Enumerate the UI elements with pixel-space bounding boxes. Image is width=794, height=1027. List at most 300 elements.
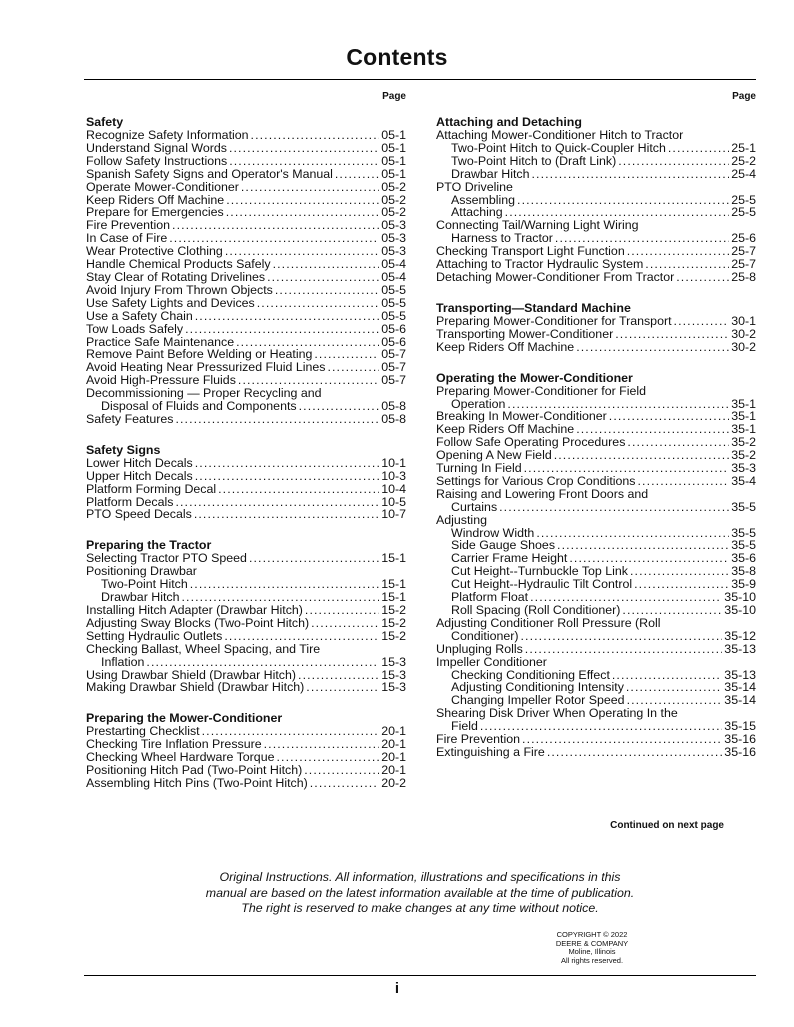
dot-leader [195,310,379,323]
dot-leader [517,194,729,207]
toc-entry[interactable]: Adjusting Conditioner Roll Pressure (Roll [436,615,661,630]
entry-page: 25-5 [731,192,756,207]
section-transporting [436,302,756,354]
toc-left-column [86,91,406,808]
section-title: Safety Signs [86,442,161,457]
dot-leader [638,475,730,488]
entry-title: Wear Protective Clothing [86,244,223,259]
toc-entry[interactable] [86,483,406,496]
entry-title: Lower Hitch Decals [86,455,193,470]
entry-title: Understand Signal Words [86,140,227,155]
dot-leader [305,604,379,617]
entry-title: Roll Spacing (Roll Conditioner) [451,603,621,617]
entries [436,142,756,181]
entry-title: Preparing Mower-Conditioner for Transport [436,313,672,328]
entry-page: 05-5 [381,282,406,297]
toc-entry[interactable]: Adjusting [436,512,487,527]
entries [86,604,406,643]
entry-title: Positioning Hitch Pad (Two-Point Hitch) [86,763,303,778]
dot-leader [524,462,730,475]
copyright-line: Moline, Illinois [568,947,616,957]
entry-page: 05-7 [381,347,406,362]
entry-page: 35-8 [731,564,756,579]
notice-line: The right is reserved to make changes at any time without notice. [241,901,599,915]
toc-entry[interactable] [436,604,756,617]
entry-page: 05-1 [381,140,406,155]
toc-entry[interactable] [436,142,756,155]
entry-page: 35-1 [731,396,756,411]
toc-entry[interactable] [436,630,756,643]
entry-title: Adjusting Sway Blocks (Two-Point Hitch) [86,615,310,630]
entry-title: Harness to Tractor [451,231,553,246]
section-title: Operating the Mower-Conditioner [436,370,633,385]
entry-page: 35-15 [724,719,756,734]
toc-entry[interactable] [436,155,756,168]
entries [436,410,756,487]
entry-title: Using Drawbar Shield (Drawbar Hitch) [86,667,297,682]
entry-title: Cut Height--Hydraulic Tilt Control [451,577,633,592]
toc-entry[interactable] [86,470,406,483]
dot-leader [674,315,730,328]
section-title: Transporting—Standard Machine [436,300,631,315]
entry-page: 35-10 [724,590,756,605]
entry-page: 05-4 [381,269,406,284]
entry-page: 25-7 [731,257,756,272]
entry-title: Avoid High-Pressure Fluids [86,373,236,388]
toc-entry[interactable] [436,328,756,341]
entry-title: Checking Conditioning Effect [451,667,610,682]
entry-title: Detaching Mower-Conditioner From Tractor [436,269,675,284]
entries [436,733,756,759]
entry-page: 15-1 [381,577,406,592]
entry-page: 15-3 [381,667,406,682]
entry-title: Checking Wheel Hardware Torque [86,750,275,765]
dot-leader [634,578,729,591]
entry-title: Turning In Field [436,461,522,476]
entry-title: Settings for Various Crop Conditions [436,473,636,488]
copyright-line: COPYRIGHT © 2022 [556,930,628,939]
page-number: i [394,980,400,997]
toc-entry[interactable] [86,413,406,426]
entry-title: Platform Forming Decal [86,481,217,496]
entries [436,527,756,617]
dot-leader [304,764,379,777]
dot-leader [609,410,729,423]
copyright-line: DEERE & COMPANY [555,938,629,948]
dot-leader [627,436,729,449]
entry-page: 15-2 [381,628,406,643]
toc-entry[interactable] [86,168,406,181]
entry-page: 30-2 [731,326,756,341]
dot-leader [522,733,722,746]
entry-page: 05-5 [381,308,406,323]
toc-entry[interactable]: Connecting Tail/Warning Light Wiring [436,218,639,233]
section-safety [86,116,406,426]
entry-title: Side Gauge Shoes [451,538,556,553]
entry-title: Attaching to Tractor Hydraulic System [436,257,644,272]
dot-leader [532,168,730,181]
dot-leader [249,552,379,565]
dot-leader [251,129,380,142]
entries [86,457,406,522]
entry-page: 05-4 [381,257,406,272]
entry-page: 05-8 [381,411,406,426]
toc-entry[interactable] [436,168,756,181]
entry-title: Drawbar Hitch [101,590,180,605]
copyright-line: All rights reserved. [560,955,624,965]
dot-leader [257,297,379,310]
entry-page: 25-5 [731,205,756,220]
entry-page: 25-2 [731,153,756,168]
toc-entry[interactable] [86,323,406,336]
entry-title: Operation [451,396,506,411]
entry-title: Use Safety Lights and Devices [86,295,255,310]
entry-page: 15-2 [381,615,406,630]
dot-leader [273,258,380,271]
entry-page: 20-1 [381,750,406,765]
dot-leader [615,328,729,341]
entry-page: 25-4 [731,166,756,181]
entry-title: Two-Point Hitch [101,577,188,592]
entry-title: Conditioner) [451,628,519,643]
entry-title: Windrow Width [451,525,535,540]
entry-title: Breaking In Mower-Conditioner [436,409,607,424]
top-rule [84,79,756,80]
entry-page: 15-3 [381,654,406,669]
entry-title: Installing Hitch Adapter (Drawbar Hitch) [86,603,303,617]
entry-page: 20-1 [381,737,406,752]
toc-entry[interactable] [86,457,406,470]
original-instructions-notice [180,870,660,917]
entry-title: Follow Safe Operating Procedures [436,435,626,450]
dot-leader [554,449,729,462]
entry-title: Prepare for Emergencies [86,205,224,220]
entry-page: 35-9 [731,577,756,592]
entry-title: Curtains [451,499,498,514]
toc-entry[interactable] [86,297,406,310]
entry-title: Unpluging Rolls [436,641,523,656]
entry-page: 35-5 [731,525,756,540]
entry-title: Checking Tire Inflation Pressure [86,737,262,752]
entry-page: 05-7 [381,373,406,388]
entry-title: Inflation [101,654,145,669]
toc-entry[interactable]: Impeller Conditioner [436,654,547,669]
entry-page: 35-16 [724,732,756,747]
toc-entry[interactable] [436,746,756,759]
entry-title: Attaching [451,205,503,220]
entry-title: Adjusting Conditioning Intensity [451,680,624,695]
dot-leader [229,155,379,168]
toc-entry[interactable]: PTO Driveline [436,179,513,194]
entry-page: 10-3 [381,468,406,483]
dot-leader [676,271,729,284]
section-title: Preparing the Tractor [86,538,212,553]
entry-title: Practice Safe Maintenance [86,334,235,349]
entry-page: 05-3 [381,244,406,259]
toc-entry[interactable] [86,310,406,323]
section-preparing-mower [86,712,406,790]
dot-leader [521,630,723,643]
toc-entry[interactable]: Positioning Drawbar [86,564,197,579]
entry-title: Making Drawbar Shield (Drawbar Hitch) [86,680,305,695]
entry-title: Two-Point Hitch to (Draft Link) [451,153,617,168]
entry-title: Prestarting Checklist [86,724,200,739]
toc-entry[interactable] [436,475,756,488]
entry-title: Keep Riders Off Machine [86,192,225,207]
entry-title: Field [451,719,478,734]
entry-page: 35-13 [724,667,756,682]
entry-page: 15-3 [381,680,406,695]
dot-leader [298,669,379,682]
entry-title: Avoid Injury From Thrown Objects [86,282,273,297]
entry-page: 35-10 [724,603,756,617]
dot-leader [668,142,729,155]
entry-page: 05-6 [381,321,406,336]
entry-page: 35-5 [731,538,756,553]
entry-page: 15-1 [381,590,406,605]
dot-leader [576,341,729,354]
toc-right-column [436,91,756,777]
entry-page: 20-2 [381,775,406,790]
entry-title: Tow Loads Safely [86,321,184,336]
notice-line: Original Instructions. All information, illustrations and specifications in this [219,870,621,884]
entry-page: 30-1 [731,313,756,328]
entry-title: Platform Float [451,590,529,605]
entry-title: In Case of Fire [86,231,168,246]
dot-leader [218,483,379,496]
entry-page: 35-5 [731,499,756,514]
entry-title: Use a Safety Chain [86,308,193,323]
toc-entry[interactable]: Attaching Mower-Conditioner Hitch to Tractor [436,128,684,142]
dot-leader [267,271,379,284]
dot-leader [185,323,379,336]
copyright-block [530,931,654,965]
entry-page: 20-1 [381,763,406,778]
entry-page: 25-6 [731,231,756,246]
entry-title: Opening A New Field [436,448,552,463]
entry-title: Extinguishing a Fire [436,744,545,759]
entry-page: 30-2 [731,339,756,354]
entry-title: Safety Features [86,411,174,426]
toc-entry[interactable] [86,155,406,168]
toc-entry[interactable] [86,681,406,694]
entry-page: 35-13 [724,641,756,656]
entry-page: 20-1 [381,724,406,739]
continued-note: Continued on next page [610,820,724,831]
toc-entry[interactable] [436,501,756,514]
entry-page: 05-2 [381,205,406,220]
entries [86,669,406,695]
dot-leader [622,604,722,617]
entry-page: 05-2 [381,179,406,194]
dot-leader [172,219,379,232]
entry-title: Disposal of Fluids and Components [101,399,297,414]
entry-title: Keep Riders Off Machine [436,339,575,354]
dot-leader [229,142,379,155]
toc-entry[interactable]: Preparing Mower-Conditioner for Field [436,383,647,398]
section-safety-signs [86,444,406,522]
toc-entry[interactable]: Raising and Lowering Front Doors and [436,486,649,501]
dot-leader [335,168,379,181]
entry-page: 35-16 [724,744,756,759]
entry-page: 35-3 [731,461,756,476]
entry-page: 35-1 [731,409,756,424]
entry-page: 05-1 [381,166,406,181]
dot-leader [175,413,379,426]
entry-page: 10-5 [381,494,406,509]
entry-page: 35-2 [731,448,756,463]
entry-title: Fire Prevention [436,732,521,747]
entry-page: 35-14 [724,680,756,695]
entry-page: 10-4 [381,481,406,496]
entry-title: Spanish Safety Signs and Operator's Manual [86,166,333,181]
entry-title: Assembling Hitch Pins (Two-Point Hitch) [86,775,308,790]
toc-entry[interactable] [86,271,406,284]
toc-entry[interactable] [86,284,406,297]
entry-page: 10-1 [381,455,406,470]
toc-entry[interactable] [86,142,406,155]
entry-page: 35-14 [724,693,756,708]
dot-leader [264,738,380,751]
entry-title: Carrier Frame Height [451,551,568,566]
dot-leader [299,400,380,413]
entry-title: PTO Speed Decals [86,507,192,522]
entry-page: 05-1 [381,128,406,142]
entry-title: Avoid Heating Near Pressurized Fluid Lines [86,360,326,375]
dot-leader [224,630,379,643]
dot-leader [327,361,379,374]
dot-leader [226,194,379,207]
entry-title: Changing Impeller Rotor Speed [451,693,625,708]
entry-page: 35-12 [724,628,756,643]
entry-title: Operate Mower-Conditioner [86,179,239,194]
dot-leader [190,578,379,591]
entries [86,725,406,790]
entry-title: Handle Chemical Products Safely [86,257,271,272]
dot-leader [146,656,379,669]
toc-entry[interactable] [86,400,406,413]
page-column-header: Page [382,91,406,102]
entry-page: 05-3 [381,231,406,246]
toc-entry[interactable] [86,656,406,669]
entry-title: Platform Decals [86,494,174,509]
entry-title: Drawbar Hitch [451,166,530,181]
toc-entry[interactable] [86,630,406,643]
dot-leader [525,643,723,656]
entry-title: Upper Hitch Decals [86,468,193,483]
dot-leader [618,155,729,168]
dot-leader [311,617,379,630]
entry-page: 05-6 [381,334,406,349]
toc-entry[interactable] [86,604,406,617]
entries [436,315,756,354]
entry-title: Fire Prevention [86,218,171,233]
entry-title: Transporting Mower-Conditioner [436,326,614,341]
toc-entry[interactable] [436,462,756,475]
entry-page: 05-7 [381,360,406,375]
entry-title: Recognize Safety Information [86,128,249,142]
entry-page: 15-1 [381,551,406,566]
dot-leader [547,746,722,759]
entry-page: 25-8 [731,269,756,284]
section-title: Safety [86,115,124,129]
dot-leader [557,539,729,552]
toc-entry[interactable]: Shearing Disk Driver When Operating In the [436,706,678,721]
dot-leader [195,457,379,470]
toc-entry[interactable] [86,508,406,521]
entries [436,669,756,708]
entry-page: 10-7 [381,507,406,522]
toc-entry[interactable] [86,617,406,630]
section-attaching [436,116,756,284]
section-title: Attaching and Detaching [436,115,582,129]
dot-leader [630,565,729,578]
entry-page: 15-2 [381,603,406,617]
section-title: Preparing the Mower-Conditioner [86,711,283,726]
toc-entry[interactable] [86,129,406,142]
dot-leader [195,470,379,483]
entry-title: Cut Height--Turnbuckle Top Link [451,564,628,579]
toc-entry[interactable] [436,341,756,354]
section-preparing-tractor [86,539,406,694]
entry-page: 05-1 [381,153,406,168]
entry-title: Two-Point Hitch to Quick-Coupler Hitch [451,140,666,155]
entry-page: 05-2 [381,192,406,207]
entries [436,194,756,220]
bottom-rule [84,975,756,976]
dot-leader [175,496,379,509]
entries [86,129,406,387]
entry-title: Setting Hydraulic Outlets [86,628,223,643]
dot-leader [306,681,379,694]
toc-entry[interactable]: Decommissioning — Proper Recycling and [86,386,322,401]
entry-page: 25-7 [731,244,756,259]
notice-line: manual are based on the latest information available at the time of publication. [205,885,635,900]
toc-entry[interactable]: Checking Ballast, Wheel Spacing, and Tire [86,641,321,656]
entry-page: 35-1 [731,422,756,437]
entry-title: Follow Safety Instructions [86,153,228,168]
dot-leader [536,527,729,540]
entry-page: 35-4 [731,473,756,488]
toc-entry[interactable] [436,271,756,284]
page-column-header: Page [732,91,756,102]
entry-title: Assembling [451,192,516,207]
section-operating [436,372,756,759]
entry-title: Keep Riders Off Machine [436,422,575,437]
dot-leader [275,284,379,297]
entry-page: 05-8 [381,399,406,414]
entry-page: 25-1 [731,140,756,155]
toc-entry[interactable] [86,777,406,790]
dot-leader [310,777,379,790]
entry-page: 35-2 [731,435,756,450]
entry-page: 05-5 [381,295,406,310]
entry-page: 05-3 [381,218,406,233]
entry-title: Selecting Tractor PTO Speed [86,551,247,566]
toc-entry[interactable] [436,315,756,328]
entry-title: Stay Clear of Rotating Drivelines [86,269,266,284]
dot-leader [194,508,379,521]
dot-leader [499,501,729,514]
dot-leader [612,669,722,682]
toc-entry[interactable] [86,181,406,194]
entries [436,245,756,284]
entry-page: 35-6 [731,551,756,566]
dot-leader [241,181,379,194]
entry-title: Checking Transport Light Function [436,244,625,259]
toc-entry[interactable] [436,643,756,656]
page-title: Contents [346,44,448,70]
